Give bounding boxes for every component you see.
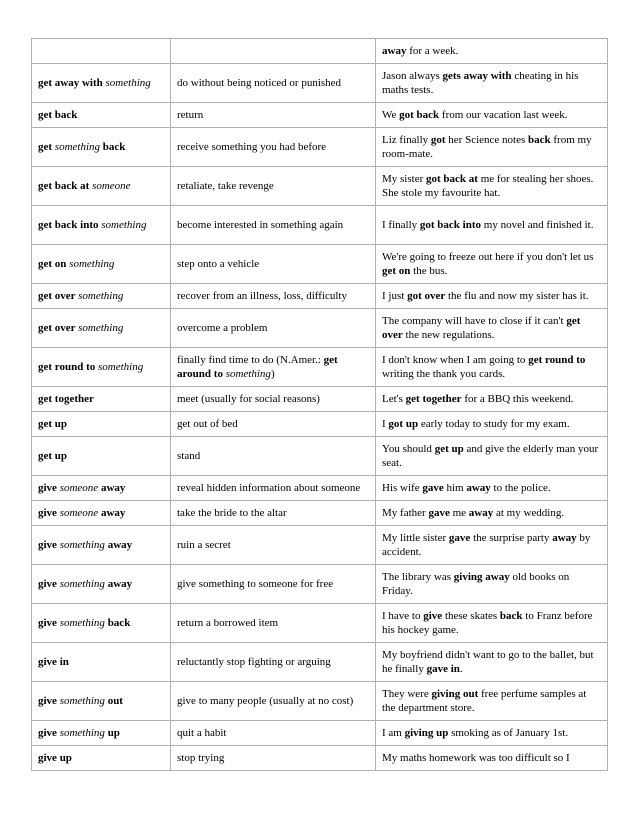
meaning-cell	[171, 284, 376, 309]
text-segment: give	[38, 695, 60, 707]
meaning-cell	[171, 682, 376, 721]
text-segment: get up	[38, 418, 68, 430]
phrasal-verb-cell	[32, 604, 171, 643]
text-segment: get over	[38, 290, 79, 302]
text-segment: got over	[407, 290, 446, 302]
text-segment: and give the elderly man your seat.	[382, 443, 599, 469]
text-segment: back	[528, 134, 551, 146]
example-cell	[376, 501, 608, 526]
text-segment: him	[443, 482, 467, 494]
phrasal-verb-cell	[32, 128, 171, 167]
table-row	[32, 721, 608, 746]
text-segment: get over	[382, 315, 581, 341]
text-segment: giving away	[453, 571, 510, 583]
meaning-cell	[171, 746, 376, 771]
text-segment: give to many people (usually at no cost)	[177, 695, 354, 707]
table-row	[32, 526, 608, 565]
text-segment: someone	[59, 507, 99, 519]
text-segment: her Science notes	[445, 134, 529, 146]
text-segment: We're going to freeze out here if you don't let us	[382, 251, 594, 263]
text-segment: give up	[38, 752, 72, 764]
text-segment: got	[430, 134, 446, 146]
table-row	[32, 167, 608, 206]
phrasal-verb-cell	[32, 206, 171, 245]
text-segment: get away with	[38, 77, 106, 89]
text-segment: get together	[405, 393, 462, 405]
text-segment: receive something you had before	[177, 141, 327, 153]
text-segment: something	[54, 141, 101, 153]
phrasal-verb-cell	[32, 39, 171, 64]
text-segment: from our vacation last week.	[439, 109, 568, 121]
text-segment: I have to	[382, 610, 424, 622]
phrasal-verb-cell	[32, 412, 171, 437]
table-row	[32, 245, 608, 284]
text-segment: something	[59, 695, 105, 707]
text-segment: got back at	[426, 173, 478, 185]
phrasal-verb-cell	[32, 167, 171, 206]
text-segment: got back	[399, 109, 440, 121]
table-row	[32, 309, 608, 348]
meaning-cell	[171, 206, 376, 245]
phrasal-verb-cell	[32, 309, 171, 348]
example-cell	[376, 387, 608, 412]
meaning-cell	[171, 103, 376, 128]
text-segment: I don't know when I am going to	[382, 354, 529, 366]
text-segment: give	[38, 539, 60, 551]
text-segment: back	[100, 141, 126, 153]
text-segment: out	[104, 695, 123, 707]
text-segment: return	[177, 109, 204, 121]
text-segment: I finally	[382, 219, 420, 231]
example-cell	[376, 103, 608, 128]
example-cell	[376, 348, 608, 387]
text-segment: by accident.	[382, 532, 591, 558]
text-segment: give	[38, 727, 60, 739]
example-cell	[376, 437, 608, 476]
meaning-cell	[171, 565, 376, 604]
meaning-cell	[171, 476, 376, 501]
text-segment: giving up	[404, 727, 449, 739]
text-segment: reluctantly stop fighting or arguing	[177, 656, 331, 668]
text-segment: get around to	[177, 354, 338, 380]
phrasal-verb-cell	[32, 746, 171, 771]
text-segment: at my wedding.	[493, 507, 565, 519]
text-segment: away	[552, 532, 577, 544]
table-row	[32, 565, 608, 604]
example-cell	[376, 721, 608, 746]
example-cell	[376, 604, 608, 643]
text-segment: do without being noticed or punished	[177, 77, 342, 89]
table-row	[32, 437, 608, 476]
example-cell	[376, 245, 608, 284]
example-cell	[376, 565, 608, 604]
meaning-cell	[171, 348, 376, 387]
text-segment: from my room-mate.	[382, 134, 592, 160]
text-segment: Jason always	[382, 70, 443, 82]
text-segment: the bus.	[410, 265, 448, 277]
text-segment: retaliate, take revenge	[177, 180, 274, 192]
text-segment: quit a habit	[177, 727, 227, 739]
text-segment: )	[270, 368, 275, 380]
example-cell	[376, 284, 608, 309]
phrasal-verb-cell	[32, 64, 171, 103]
text-segment: They were	[382, 688, 432, 700]
text-segment: give something to someone for free	[177, 578, 334, 590]
text-segment: someone	[92, 180, 131, 192]
example-cell	[376, 412, 608, 437]
text-segment: something	[78, 290, 124, 302]
text-segment: something	[59, 617, 105, 629]
text-segment: something	[105, 77, 151, 89]
text-segment: away	[104, 578, 133, 590]
example-cell	[376, 746, 608, 771]
text-segment: return a borrowed item	[177, 617, 279, 629]
example-cell	[376, 682, 608, 721]
table-row	[32, 501, 608, 526]
text-segment: away	[104, 539, 133, 551]
phrasal-verb-cell	[32, 103, 171, 128]
text-segment: smoking as of January 1st.	[448, 727, 569, 739]
text-segment: get over	[38, 322, 79, 334]
table-body	[32, 39, 608, 771]
text-segment: something	[59, 539, 105, 551]
phrasal-verb-cell	[32, 501, 171, 526]
text-segment: something	[98, 361, 144, 373]
example-cell	[376, 167, 608, 206]
text-segment: get round to	[528, 354, 586, 366]
example-cell	[376, 643, 608, 682]
table-row	[32, 103, 608, 128]
table-row	[32, 206, 608, 245]
meaning-cell	[171, 437, 376, 476]
text-segment: get back into	[38, 219, 102, 231]
text-segment: something	[101, 219, 147, 231]
example-cell	[376, 64, 608, 103]
text-segment: reveal hidden information about someone	[177, 482, 361, 494]
table-row	[32, 348, 608, 387]
text-segment: me for stealing her shoes. She stole my favourite hat.	[382, 173, 594, 199]
example-cell	[376, 39, 608, 64]
table-row	[32, 39, 608, 64]
phrasal-verb-cell	[32, 387, 171, 412]
meaning-cell	[171, 167, 376, 206]
text-segment: I just	[382, 290, 408, 302]
phrasal-verb-cell	[32, 348, 171, 387]
text-segment: My sister	[382, 173, 426, 185]
phrasal-verb-cell	[32, 643, 171, 682]
text-segment: My father	[382, 507, 429, 519]
text-segment: get on	[38, 258, 70, 270]
text-segment: something	[69, 258, 115, 270]
text-segment: get up	[38, 450, 68, 462]
phrasal-verb-cell	[32, 245, 171, 284]
text-segment: get back at	[38, 180, 93, 192]
text-segment: gave in	[426, 663, 460, 675]
text-segment: back	[104, 617, 131, 629]
meaning-cell	[171, 387, 376, 412]
table-row	[32, 64, 608, 103]
text-segment: the new regulations.	[402, 329, 495, 341]
text-segment: recover from an illness, loss, difficulty	[177, 290, 347, 302]
text-segment: away	[468, 507, 494, 519]
text-segment: something	[78, 322, 124, 334]
text-segment: early today to study for my exam.	[418, 418, 570, 430]
text-segment: give	[38, 617, 60, 629]
text-segment: got back into	[419, 219, 482, 231]
text-segment: stop trying	[177, 752, 225, 764]
example-cell	[376, 206, 608, 245]
text-segment: finally find time to do (N.Amer.:	[177, 354, 324, 366]
text-segment: give	[38, 482, 60, 494]
text-segment: the surprise party	[470, 532, 553, 544]
example-cell	[376, 476, 608, 501]
meaning-cell	[171, 412, 376, 437]
meaning-cell	[171, 245, 376, 284]
text-segment: give	[38, 578, 60, 590]
text-segment: something	[59, 727, 105, 739]
text-segment: get on	[382, 265, 411, 277]
text-segment: these skates	[442, 610, 500, 622]
text-segment: stand	[177, 450, 201, 462]
table-row	[32, 746, 608, 771]
phrasal-verb-cell	[32, 682, 171, 721]
text-segment: something	[59, 578, 105, 590]
phrasal-verb-cell	[32, 476, 171, 501]
meaning-cell	[171, 604, 376, 643]
text-segment: ruin a secret	[177, 539, 231, 551]
text-segment: gave	[428, 507, 450, 519]
meaning-cell	[171, 721, 376, 746]
text-segment: giving out	[431, 688, 479, 700]
meaning-cell	[171, 64, 376, 103]
text-segment: away	[98, 507, 126, 519]
meaning-cell	[171, 643, 376, 682]
text-segment: get round to	[38, 361, 98, 373]
text-segment: back	[499, 610, 523, 622]
table-row	[32, 128, 608, 167]
text-segment: My boyfriend didn't want to go to the ballet, but he finally	[382, 649, 594, 675]
text-segment: get together	[38, 393, 94, 405]
phrasal-verb-cell	[32, 284, 171, 309]
text-segment: gave	[448, 532, 471, 544]
table-row	[32, 476, 608, 501]
text-segment: get	[38, 141, 55, 153]
text-segment: Let's	[382, 393, 406, 405]
meaning-cell	[171, 526, 376, 565]
table-row	[32, 284, 608, 309]
meaning-cell	[171, 309, 376, 348]
text-segment: You should	[382, 443, 435, 455]
text-segment: writing the thank you cards.	[382, 368, 506, 380]
text-segment: gets away with	[442, 70, 512, 82]
text-segment: The library was	[382, 571, 454, 583]
text-segment: give in	[38, 656, 69, 668]
text-segment: for a week.	[406, 45, 459, 57]
text-segment: get out of bed	[177, 418, 238, 430]
text-segment: His wife	[382, 482, 423, 494]
example-cell	[376, 526, 608, 565]
text-segment: for a BBQ this weekend.	[461, 393, 574, 405]
text-segment: something	[225, 368, 271, 380]
table-row	[32, 643, 608, 682]
text-segment: become interested in something again	[177, 219, 344, 231]
text-segment: free perfume samples at the department store.	[382, 688, 587, 714]
text-segment: I am	[382, 727, 405, 739]
text-segment: get back	[38, 109, 78, 121]
text-segment: get up	[434, 443, 464, 455]
text-segment: .	[459, 663, 463, 675]
text-segment: We	[382, 109, 400, 121]
text-segment: meet (usually for social reasons)	[177, 393, 320, 405]
text-segment: step onto a vehicle	[177, 258, 260, 270]
text-segment: got up	[388, 418, 419, 430]
text-segment: cheating in his maths tests.	[382, 70, 579, 96]
text-segment: overcome a problem	[177, 322, 268, 334]
text-segment: My little sister	[382, 532, 449, 544]
text-segment: Liz finally	[382, 134, 431, 146]
text-segment: old books on Friday.	[382, 571, 570, 597]
text-segment: away	[466, 482, 491, 494]
text-segment: I	[382, 418, 389, 430]
text-segment: my novel and finished it.	[481, 219, 594, 231]
text-segment: The company will have to close if it can't	[382, 315, 567, 327]
text-segment: away	[382, 45, 407, 57]
table-row	[32, 604, 608, 643]
meaning-cell	[171, 501, 376, 526]
table-row	[32, 387, 608, 412]
meaning-cell	[171, 128, 376, 167]
text-segment: to Franz before his hockey game.	[382, 610, 593, 636]
text-segment: the flu and now my sister has it.	[445, 290, 589, 302]
phrasal-verb-cell	[32, 565, 171, 604]
text-segment: to the police.	[490, 482, 551, 494]
text-segment: give	[38, 507, 60, 519]
meaning-cell	[171, 39, 376, 64]
text-segment: up	[104, 727, 120, 739]
text-segment: give	[423, 610, 443, 622]
phrasal-verb-cell	[32, 437, 171, 476]
text-segment: away	[98, 482, 126, 494]
example-cell	[376, 309, 608, 348]
text-segment: someone	[59, 482, 99, 494]
phrasal-verb-cell	[32, 526, 171, 565]
table-row	[32, 682, 608, 721]
example-cell	[376, 128, 608, 167]
phrasal-verb-cell	[32, 721, 171, 746]
text-segment: take the bride to the altar	[177, 507, 287, 519]
table-row	[32, 412, 608, 437]
text-segment: My maths homework was too difficult so I	[382, 752, 570, 764]
text-segment: me	[449, 507, 469, 519]
phrasal-verbs-table	[31, 38, 608, 771]
text-segment: gave	[422, 482, 444, 494]
